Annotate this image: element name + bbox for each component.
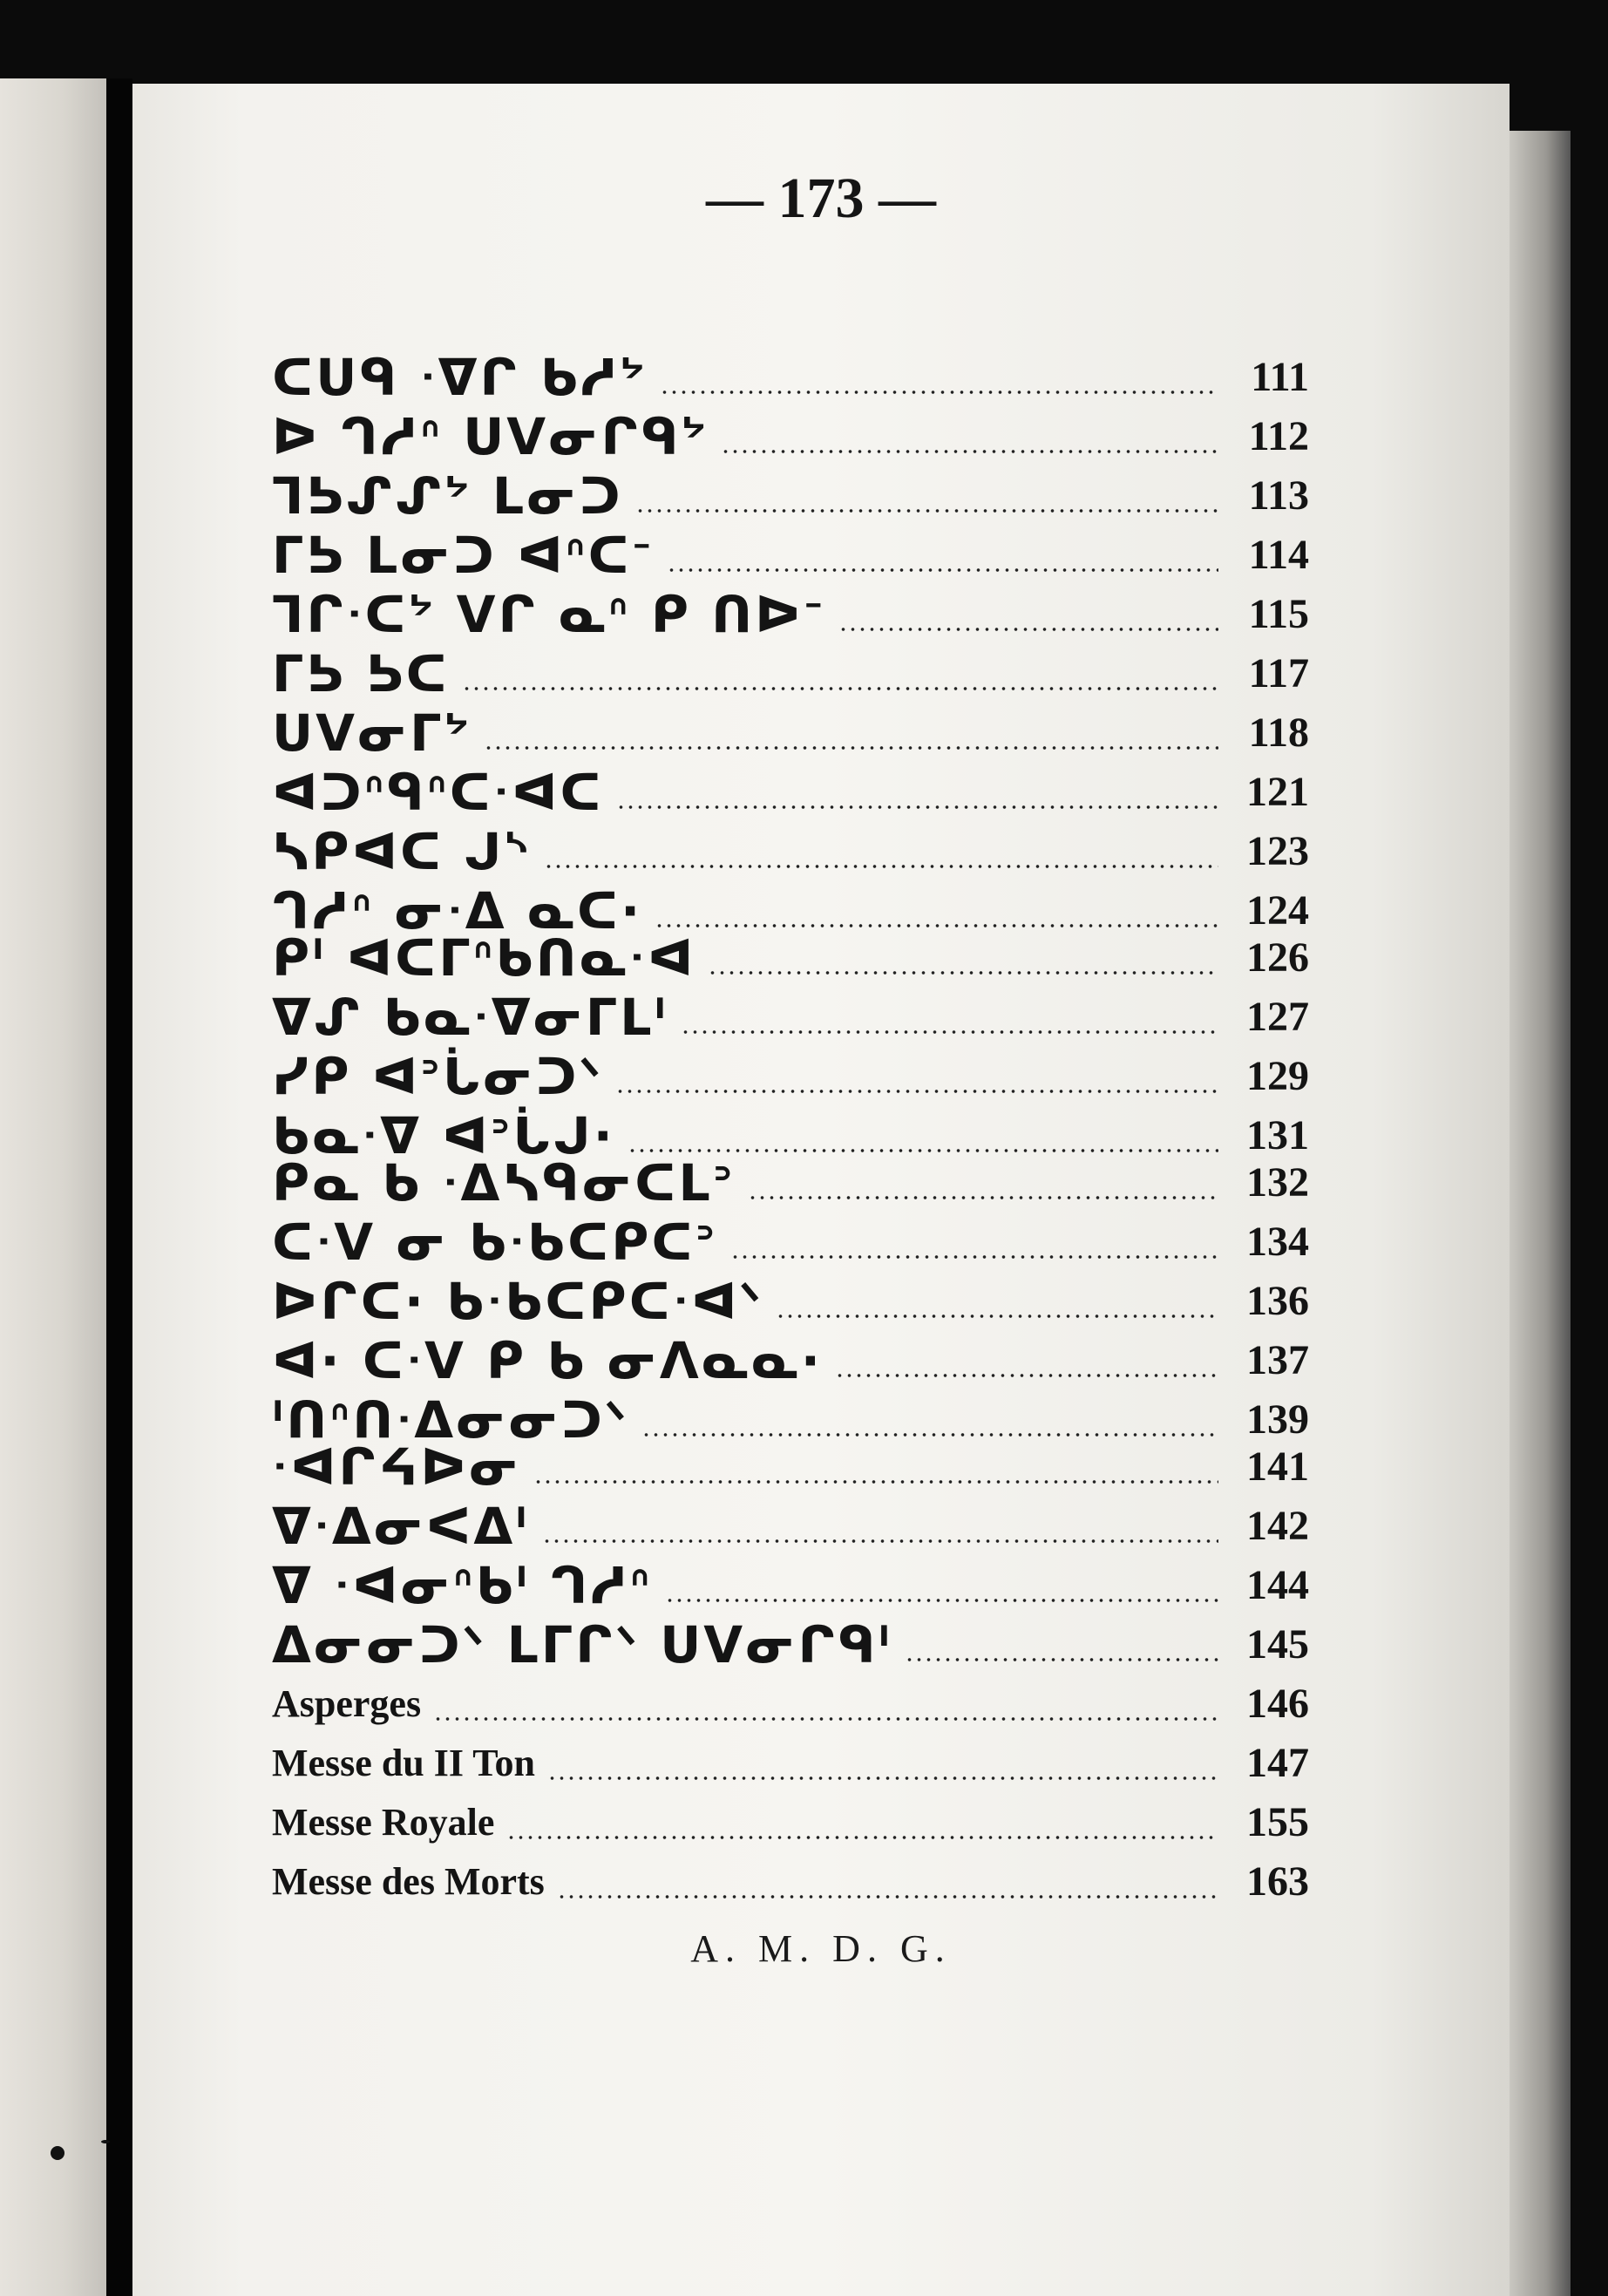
toc-entry xyxy=(272,467,1309,525)
toc-entry xyxy=(272,1557,1309,1614)
toc-entry-title: ᐁᔑ ᑲᓇᐧᐁᓂᒥᒪᑊ xyxy=(272,988,668,1047)
toc-entry-title: ᐊ· ᑕᐧᐯ ᑭ ᑲ ᓂᐱᓇᓇ· xyxy=(272,1331,823,1390)
toc-entry xyxy=(272,1498,1309,1555)
toc-entry-page: 127 xyxy=(1246,994,1309,1040)
dot-leader xyxy=(544,865,1218,868)
toc-entry-page: 142 xyxy=(1246,1503,1309,1549)
left-page-edge xyxy=(0,78,106,2296)
toc-entry-page: 118 xyxy=(1248,710,1309,756)
dot-leader xyxy=(748,1196,1218,1199)
toc-entry xyxy=(272,1438,1309,1496)
toc-entry-page: 121 xyxy=(1246,769,1309,815)
dot-leader xyxy=(533,1480,1218,1484)
toc-entry-title: ᐅᒋᑕ· ᑲᐧᑲᑕᑭᑕᐧᐊᐠ xyxy=(272,1272,764,1331)
toc-entry-page: 112 xyxy=(1248,413,1309,459)
toc-entry-title: Messe Royale xyxy=(272,1801,495,1844)
toc-entry xyxy=(272,1048,1309,1105)
dot-leader xyxy=(721,450,1218,453)
toc-entry xyxy=(272,1675,1309,1733)
toc-entry-page: 129 xyxy=(1246,1053,1309,1099)
toc-entry-title: ᒥᕊ ᒪᓂᑐ ᐊᐢᑕᐨ xyxy=(272,526,655,585)
toc-entry xyxy=(272,823,1309,880)
toc-entry xyxy=(272,1213,1309,1271)
dot-leader xyxy=(616,805,1218,809)
dot-leader xyxy=(655,924,1218,927)
dot-leader xyxy=(484,746,1218,750)
toc-entry xyxy=(272,1273,1309,1330)
toc-entry xyxy=(272,1735,1309,1792)
dot-leader xyxy=(665,1599,1218,1602)
toc-entry-page: 115 xyxy=(1248,591,1309,637)
page-right-edge xyxy=(1510,131,1571,2296)
dot-leader xyxy=(838,628,1218,631)
toc-entry xyxy=(272,1794,1309,1851)
dot-leader xyxy=(660,391,1218,394)
ink-speck xyxy=(101,2140,110,2143)
toc-entry-page: 155 xyxy=(1246,1799,1309,1845)
toc-entry-page: 132 xyxy=(1246,1159,1309,1206)
toc-entry-title: ᐁ ᐧᐊᓂᐢᑲᑊ ᒉᓱᐢ xyxy=(272,1556,653,1615)
toc-entry xyxy=(272,1616,1309,1674)
toc-entry-page: 141 xyxy=(1246,1443,1309,1490)
toc-entry-page: 111 xyxy=(1251,354,1309,400)
dot-leader xyxy=(641,1433,1218,1437)
toc-entry xyxy=(272,408,1309,465)
toc-entry xyxy=(272,929,1309,987)
dot-leader xyxy=(628,1149,1218,1152)
toc-entry-page: 147 xyxy=(1246,1740,1309,1786)
toc-entry-page: 163 xyxy=(1246,1858,1309,1905)
toc-entry-title: ᑭᓇ ᑲ ᐧᐃᓴᑫᓂᑕᒪᐣ xyxy=(272,1153,736,1213)
book-spine xyxy=(106,78,132,2296)
toc-entry-title: ᐧᐊᒋᔦᐅᓂ xyxy=(272,1437,522,1497)
toc-entry-title: ᑕᐧᐯ ᓂ ᑲᐧᑲᑕᑭᑕᐣ xyxy=(272,1213,718,1272)
toc-entry-title: ᑲᓇᐧᐁ ᐊᐣᒑᒍ· xyxy=(272,1106,615,1165)
toc-entry-page: 146 xyxy=(1246,1681,1309,1727)
toc-entry xyxy=(272,1332,1309,1389)
toc-entry-page: 124 xyxy=(1246,887,1309,934)
toc-entry xyxy=(272,526,1309,584)
toc-entry xyxy=(272,586,1309,643)
dot-leader xyxy=(776,1314,1218,1318)
dot-leader xyxy=(462,687,1218,690)
toc-entry-page: 136 xyxy=(1246,1278,1309,1324)
toc-entry xyxy=(272,349,1309,406)
dot-leader xyxy=(708,971,1218,975)
footer-motto: A. M. D. G. xyxy=(690,1927,952,1970)
toc-entry xyxy=(272,764,1309,821)
toc-entry-page: 131 xyxy=(1246,1112,1309,1158)
toc-entry xyxy=(272,1154,1309,1212)
toc-entry-title: ᒉᓱᐢ ᓂᐧᐃ ᓇᑕ· xyxy=(272,881,643,941)
toc-entry-title: ᐅ ᒉᓱᐢ ᑌᐯᓂᒋᑫᔾ xyxy=(272,407,709,466)
toc-entry xyxy=(272,988,1309,1046)
dot-leader xyxy=(667,568,1218,572)
toc-entry-title: ᓴᑭᐊᑕ ᒍᔅ xyxy=(272,822,533,881)
dot-leader xyxy=(681,1030,1218,1034)
dot-leader xyxy=(615,1090,1218,1093)
dot-leader xyxy=(635,509,1218,513)
toc-entry-title: ᐁᐧᐃᓂᐸᐃᑊ xyxy=(272,1497,530,1556)
toc-entry-title: Asperges xyxy=(272,1682,422,1725)
toc-entry-title: ᑕᑌᑫ ᐧᐁᒋ ᑲᓱᔾ xyxy=(272,348,648,407)
toc-entry-page: 144 xyxy=(1246,1562,1309,1608)
page-number: — 173 — xyxy=(706,166,936,230)
dot-leader xyxy=(542,1539,1218,1543)
dot-leader xyxy=(506,1836,1218,1839)
toc-entry-title: ᒥᕊ ᕊᑕ xyxy=(272,644,450,703)
toc-entry-title: ᓯᑭ ᐊᐣᒑᓂᑐᐠ xyxy=(272,1047,604,1106)
toc-entry-page: 145 xyxy=(1246,1621,1309,1668)
toc-entry-title: ᑊᑎᐢᑎᐧᐃᓂᓂᑐᐠ xyxy=(272,1390,629,1450)
ink-speck xyxy=(51,2146,64,2160)
toc-entry-page: 114 xyxy=(1248,532,1309,578)
dot-leader xyxy=(905,1658,1218,1661)
toc-entry-page: 126 xyxy=(1246,934,1309,981)
toc-entry xyxy=(272,1853,1309,1911)
toc-entry-page: 137 xyxy=(1246,1337,1309,1383)
dot-leader xyxy=(730,1255,1218,1259)
toc-entry-page: 139 xyxy=(1246,1396,1309,1443)
dot-leader xyxy=(547,1776,1218,1780)
toc-entry xyxy=(272,645,1309,703)
toc-entry-title: ᑭᑊ ᐊᑕᒥᐢᑲᑎᓇᐧᐊ xyxy=(272,928,696,988)
toc-entry-title: ᑌᐯᓂᒥᔾ xyxy=(272,703,472,763)
toc-entry-page: 117 xyxy=(1248,650,1309,696)
toc-entry-title: ᐊᑐᐢᑫᐢᑕᐧᐊᑕ xyxy=(272,763,604,822)
toc-entry-page: 134 xyxy=(1246,1219,1309,1265)
toc-entry-page: 113 xyxy=(1248,472,1309,519)
toc-entry-title: Messe des Morts xyxy=(272,1860,545,1903)
toc-entry-title: ᐃᓂᓂᑐᐠ ᒪᒥᒋᐠ ᑌᐯᓂᒋᑫᑊ xyxy=(272,1615,892,1674)
toc-entry-title: ᒣᕊᔑᔑᔾ ᒪᓂᑐ xyxy=(272,466,623,526)
dot-leader xyxy=(433,1717,1218,1721)
toc-entry-title: ᒣᒋᐧᑕᔾ ᐯᒋ ᓇᐢ ᑭ ᑎᐅᐨ xyxy=(272,585,826,644)
toc-entry-page: 123 xyxy=(1246,828,1309,874)
dot-leader xyxy=(835,1374,1218,1377)
toc-entry xyxy=(272,704,1309,762)
dot-leader xyxy=(557,1895,1218,1899)
toc-entry-title: Messe du II Ton xyxy=(272,1742,536,1784)
